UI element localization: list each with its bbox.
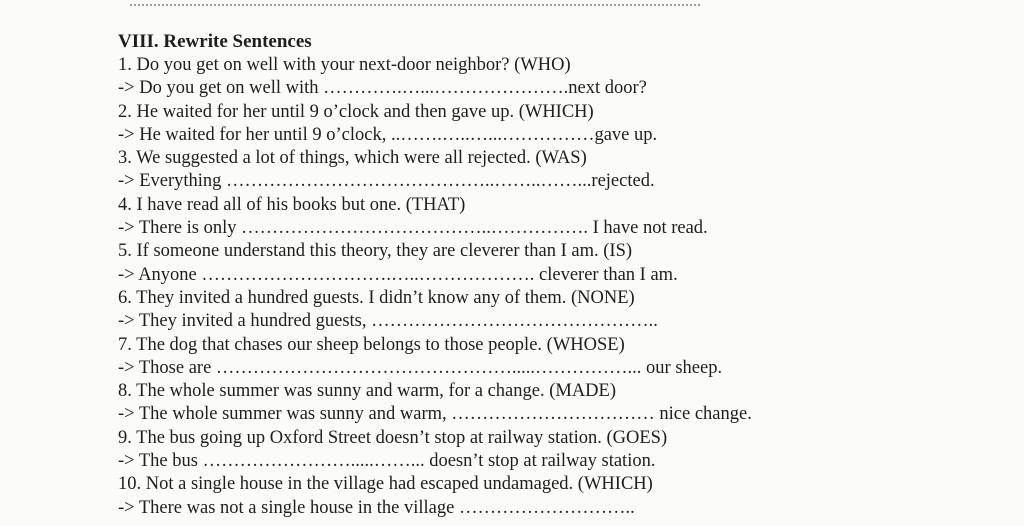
top-dotted-line [130,0,700,6]
question-3: 3. We suggested a lot of things, which were all rejected. (WAS) [118,148,587,169]
worksheet [118,30,998,520]
exercise-item-2 [118,101,998,148]
question-4: 4. I have read all of his books but one. (THAT) [118,194,466,215]
question-9: 9. The bus going up Oxford Street doesn’t stop at railway station. (GOES) [118,427,668,448]
exercise-item-6 [118,287,998,334]
answer-9: -> The bus …………………….....……... doesn’t stop at railway station. [118,451,656,472]
question-2: 2. He waited for her until 9 o’clock and then gave up. (WHICH) [118,101,594,122]
exercise-item-9 [118,427,998,474]
exercise-item-3 [118,147,998,194]
answer-5: -> Anyone ………………………….…..………………. cleverer than I am. [118,264,678,285]
exercise-item-4 [118,194,998,241]
exercise-item-1 [118,54,998,101]
question-6: 6. They invited a hundred guests. I didn’t know any of them. (NONE) [118,287,635,308]
answer-7: -> Those are ………………………………………….....……………... our sheep. [118,357,723,378]
question-5: 5. If someone understand this theory, they are cleverer than I am. (IS) [118,241,633,262]
answer-10: -> There was not a single house in the village ……………………….. [118,497,635,518]
answer-1: -> Do you get on well with ………….…...………………….next door? [118,78,647,99]
question-10: 10. Not a single house in the village had escaped undamaged. (WHICH) [118,474,653,495]
question-7: 7. The dog that chases our sheep belongs to those people. (WHOSE) [118,334,625,355]
answer-3: -> Everything ……………………………………..……..……...rejected. [118,171,655,192]
answer-4: -> There is only …………………………………..……………. I have not read. [118,218,708,239]
exercise-item-7 [118,334,998,381]
exercise-item-10 [118,473,998,520]
question-1: 1. Do you get on well with your next-door neighbor? (WHO) [118,55,571,75]
answer-6: -> They invited a hundred guests, ……………………………………….. [118,311,658,332]
exercise-item-8 [118,380,998,427]
answer-2: -> He waited for her until 9 o’clock, ..…….…..…...……………gave up. [118,124,658,145]
section-title: VIII. Rewrite Sentences [118,31,312,52]
exercise-item-5 [118,240,998,287]
question-8: 8. The whole summer was sunny and warm, for a change. (MADE) [118,381,617,402]
answer-8: -> The whole summer was sunny and warm, …………………………… nice change. [118,404,752,425]
